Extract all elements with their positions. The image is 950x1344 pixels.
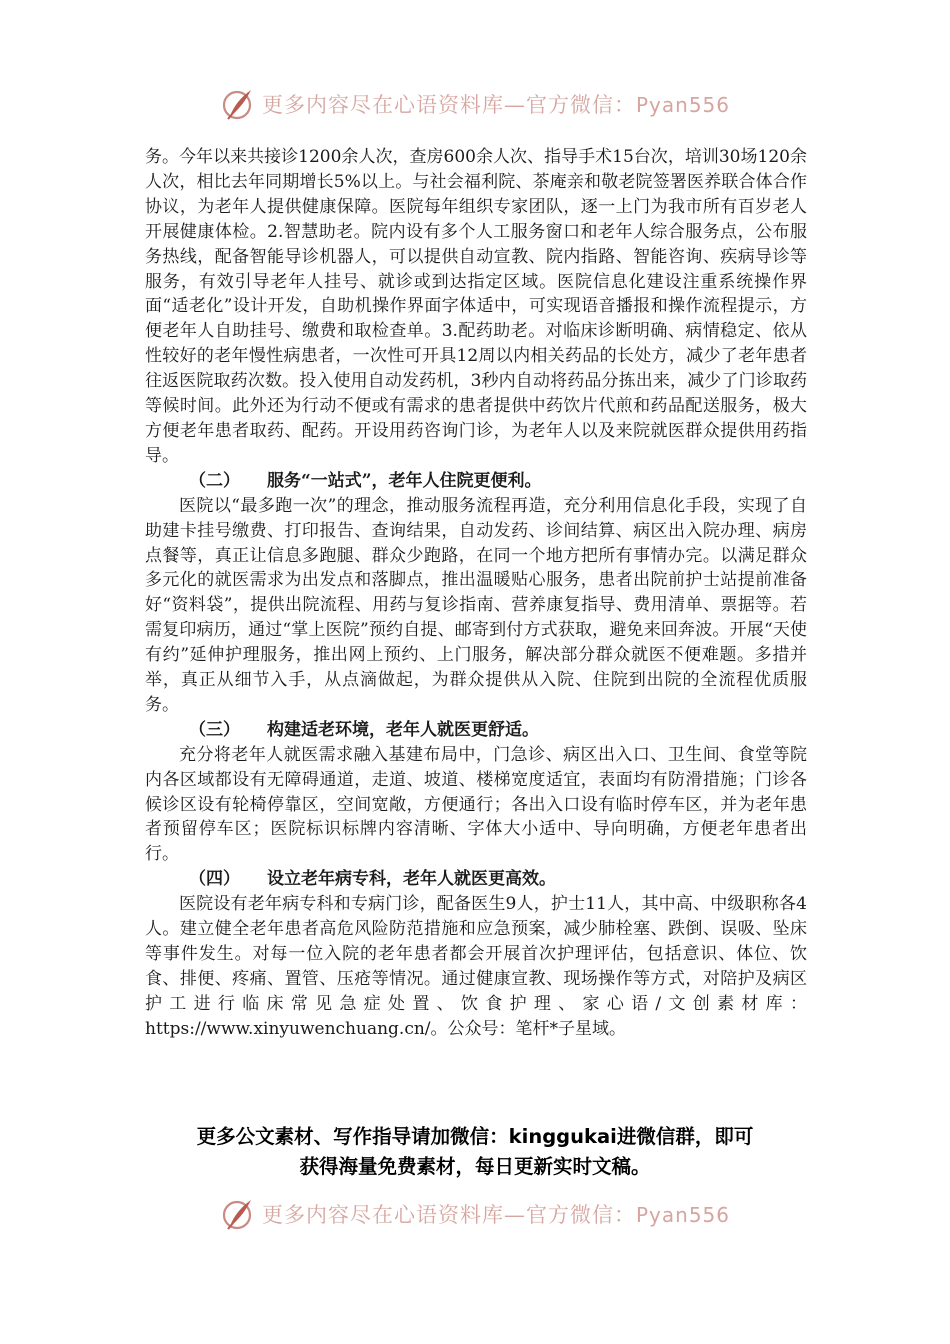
quill-pen-logo-icon (220, 86, 256, 122)
footer-line-2: 获得海量免费素材，每日更新实时文稿。 (299, 1155, 651, 1178)
section-heading-number: （四） (189, 869, 240, 890)
body-paragraph: 医院以“最多跑一次”的理念，推动服务流程再造，充分利用信息化手段，实现了自助建卡挂号缴费、打印报告、查询结果，自动发药、诊间结算、病区出入院办理、病房点餐等，真正让信息多跑腿、群众少跑路，在同一个地方把所有事情办完。以满足群众多元化的就医需求为出发点和落脚点，推出温暖贴心服务，患者出院前护士站提前准备好“资料袋”，提供出院流程、用药与复诊指南、营养康复指导、费用清单、票据等。若需复印病历，通过“掌上医院”预约自提、邮寄到付方式获取，避免来回奔波。开展“天使有约”延伸护理服务，推出网上预约、上门服务，解决部分群众就医不便难题。多措并举，真正从细节入手，从点滴做起，为群众提供从入院、住院到出院的全流程优质服务。 (145, 495, 807, 715)
footer-banner (0, 1192, 950, 1236)
section-heading (145, 718, 807, 743)
header-banner (0, 82, 950, 126)
footer-promo-note (120, 1122, 830, 1182)
quill-pen-logo-icon (220, 1196, 256, 1232)
banner-text: 更多内容尽在心语资料库—官方微信：Pyan556 (261, 93, 730, 117)
banner-text: 更多内容尽在心语资料库—官方微信：Pyan556 (261, 1203, 730, 1227)
section-heading-text: 服务“一站式”，老年人住院更便利。 (267, 470, 542, 491)
banner-wechat-id: Pyan556 (635, 1203, 730, 1227)
footer-line-1: 更多公文素材、写作指导请加微信：kinggukai进微信群，即可 (196, 1125, 754, 1148)
banner-wechat-id: Pyan556 (635, 93, 730, 117)
section-heading-number: （三） (189, 719, 240, 740)
section-heading (145, 469, 807, 494)
section-heading (145, 867, 807, 892)
body-paragraph: 医院设有老年病专科和专病门诊，配备医生9人，护士11人，其中高、中级职称各4人。建立健全老年患者高危风险防范措施和应急预案，减少肺栓塞、跌倒、误吸、坠床等事件发生。对每一位入院的老年患者都会开展首次护理评估，包括意识、体位、饮食、排便、疼痛、置管、压疮等情况。通过健康宣教、现场操作等方式，对陪护及病区护工进行临床常见急症处置、饮食护理、家心语/文创素材库：https://www.xinyuwenchuang.cn/。公众号：笔杆*子星域。 (145, 894, 807, 1039)
body-paragraph: 务。今年以来共接诊1200余人次，查房600余人次、指导手术15台次，培训30场120余人次，相比去年同期增长5%以上。与社会福利院、茶庵亲和敬老院签署医养联合体合作协议，为老年人提供健康保障。医院每年组织专家团队，逐一上门为我市所有百岁老人开展健康体检。2.智慧助老。院内设有多个人工服务窗口和老年人综合服务点，公布服务热线，配备智能导诊机器人，可以提供自动宣教、院内指路、智能咨询、疾病导诊等服务，有效引导老年人挂号、就诊或到达指定区域。医院信息化建设注重系统操作界面“适老化”设计开发，自助机操作界面字体适中，可实现语音播报和操作流程提示，方便老年人自助挂号、缴费和取检查单。3.配药助老。对临床诊断明确、病情稳定、依从性较好的老年慢性病患者，一次性可开具12周以内相关药品的长处方，减少了老年患者往返医院取药次数。投入使用自动发药机，3秒内自动将药品分拣出来，减少了门诊取药等候时间。此外还为行动不便或有需求的患者提供中药饮片代煎和药品配送服务，极大方便老年患者取药、配药。开设用药咨询门诊，为老年人以及来院就医群众提供用药指导。 (145, 147, 807, 466)
section-heading-text: 构建适老环境，老年人就医更舒适。 (267, 719, 539, 740)
section-heading-number: （二） (189, 470, 240, 491)
document-body (145, 145, 807, 1042)
section-heading-text: 设立老年病专科，老年人就医更高效。 (267, 869, 556, 890)
body-paragraph: 充分将老年人就医需求融入基建布局中，门急诊、病区出入口、卫生间、食堂等院内各区域都设有无障碍通道，走道、坡道、楼梯宽度适宜，表面均有防滑措施；门诊各候诊区设有轮椅停靠区，空间宽敞，方便通行；各出入口设有临时停车区，并为老年患者预留停车区；医院标识标牌内容清晰、字体大小适中、导向明确，方便老年患者出行。 (145, 744, 807, 865)
